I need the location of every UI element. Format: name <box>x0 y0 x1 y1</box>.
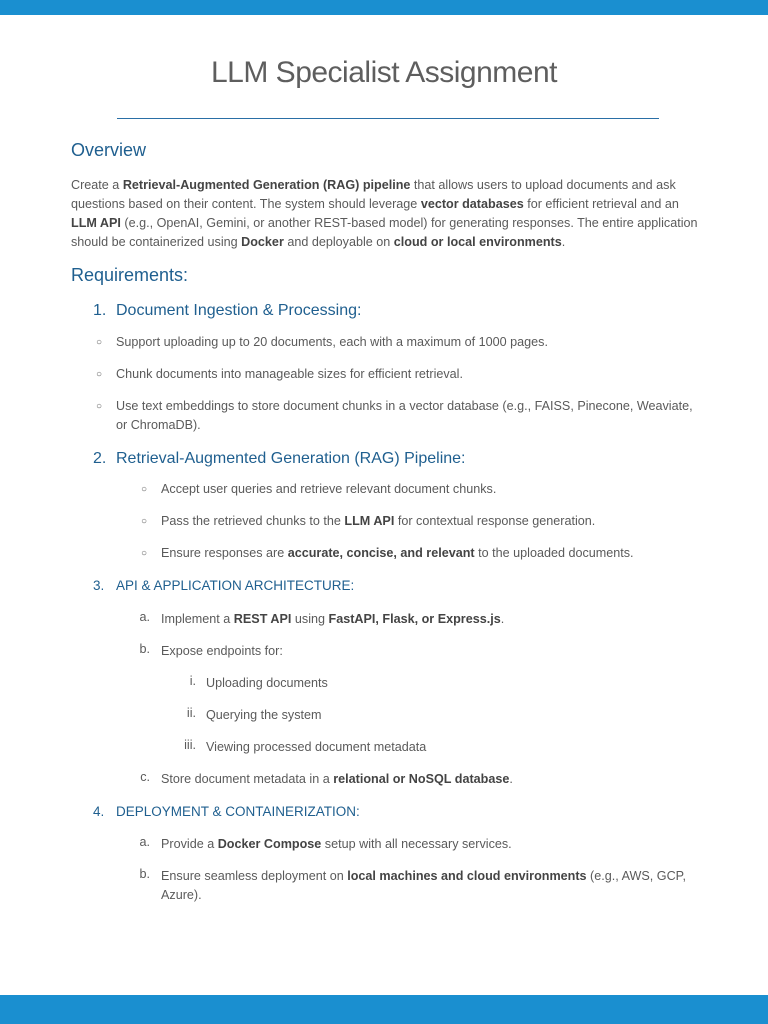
text-run: Store document metadata in a <box>161 772 334 786</box>
text-run: Create a <box>71 178 123 192</box>
text-run: (e.g., OpenAI, Gemini, or another REST-based model) for generating responses. The entire application should be containerized using <box>71 216 698 249</box>
text-run: Pass the retrieved chunks to the <box>161 514 345 528</box>
list-item <box>161 642 721 661</box>
bullet-marker: ○ <box>140 516 147 527</box>
text-run: . <box>509 772 513 786</box>
text-run: Querying the system <box>206 708 322 722</box>
top-accent-bar <box>0 0 768 15</box>
list-item <box>161 770 721 789</box>
text-run: (e.g., AWS, GCP, Azure). <box>161 869 686 902</box>
text-run: to the uploaded documents. <box>474 546 634 560</box>
list-marker: i. <box>189 674 196 688</box>
bold-text: accurate, concise, and relevant <box>287 546 475 560</box>
section-heading-deployment: DEPLOYMENT & CONTAINERIZATION: <box>116 804 360 819</box>
section-heading-ingestion: Document Ingestion & Processing: <box>116 302 362 319</box>
bold-text: LLM API <box>344 514 395 528</box>
text-run: Ensure seamless deployment on <box>161 869 348 883</box>
list-marker: ii. <box>186 706 196 720</box>
overview-heading: Overview <box>71 140 147 160</box>
list-item <box>116 365 696 384</box>
bullet-marker: ○ <box>140 484 147 495</box>
bold-text: LLM API <box>71 216 121 230</box>
text-run: . <box>561 235 566 249</box>
bullet-marker: ○ <box>95 401 102 412</box>
list-item <box>206 738 726 757</box>
text-run: for efficient retrieval and an <box>523 197 679 211</box>
text-run: Use text embeddings to store document chunks in a vector database (e.g., FAISS, Pinecone, Weaviate, or ChromaDB). <box>116 399 693 432</box>
section-heading-api-architecture: API & APPLICATION ARCHITECTURE: <box>116 578 355 593</box>
bullet-marker: ○ <box>95 369 102 380</box>
list-item <box>116 333 696 352</box>
list-item <box>116 397 696 435</box>
list-item <box>161 835 721 854</box>
list-marker: c. <box>140 770 150 784</box>
list-item <box>161 867 701 905</box>
bottom-accent-bar <box>0 995 768 1024</box>
section-number: 4. <box>93 804 105 819</box>
requirements-heading: Requirements: <box>71 265 189 285</box>
text-run: that allows users to upload documents and ask questions based on their content. The system should leverage <box>71 178 676 211</box>
bold-text: relational or NoSQL database <box>333 772 510 786</box>
section-number: 3. <box>93 578 105 593</box>
text-run: . <box>500 612 505 626</box>
text-run: Viewing processed document metadata <box>206 740 427 754</box>
text-run: Accept user queries and retrieve relevant document chunks. <box>161 482 497 496</box>
text-run: Expose endpoints for: <box>161 644 283 658</box>
list-marker: b. <box>139 867 150 881</box>
section-number: 1. <box>93 302 107 319</box>
list-item <box>161 610 721 629</box>
overview-paragraph <box>71 176 703 252</box>
list-marker: a. <box>139 610 150 624</box>
bold-text: FastAPI, Flask, or Express.js <box>328 612 501 626</box>
text-run: Chunk documents into manageable sizes for efficient retrieval. <box>116 367 463 381</box>
bold-text: Retrieval-Augmented Generation (RAG) pipeline <box>122 178 411 192</box>
text-run: for contextual response generation. <box>394 514 596 528</box>
text-run: Provide a <box>161 837 218 851</box>
list-marker: b. <box>139 642 150 656</box>
text-run: Support uploading up to 20 documents, each with a maximum of 1000 pages. <box>116 335 548 349</box>
bullet-marker: ○ <box>95 337 102 348</box>
list-marker: a. <box>139 835 150 849</box>
title-divider <box>117 118 659 119</box>
list-item <box>206 674 726 693</box>
text-run: setup with all necessary services. <box>321 837 512 851</box>
bold-text: REST API <box>233 612 292 626</box>
bullet-marker: ○ <box>140 548 147 559</box>
list-marker: iii. <box>184 738 196 752</box>
page-title: LLM Specialist Assignment <box>210 56 557 89</box>
list-item <box>206 706 726 725</box>
bold-text: local machines and cloud environments <box>347 869 587 883</box>
text-run: using <box>291 612 329 626</box>
text-run: Ensure responses are <box>161 546 288 560</box>
list-item <box>161 480 721 499</box>
bold-text: vector databases <box>420 197 524 211</box>
text-run: and deployable on <box>283 235 394 249</box>
section-number: 2. <box>93 450 107 467</box>
list-item <box>161 544 721 563</box>
bold-text: Docker Compose <box>217 837 322 851</box>
text-run: Uploading documents <box>206 676 328 690</box>
section-heading-rag-pipeline: Retrieval-Augmented Generation (RAG) Pipeline: <box>116 450 466 467</box>
list-item <box>161 512 721 531</box>
bold-text: cloud or local environments <box>393 235 562 249</box>
bold-text: Docker <box>241 235 284 249</box>
text-run: Implement a <box>161 612 234 626</box>
